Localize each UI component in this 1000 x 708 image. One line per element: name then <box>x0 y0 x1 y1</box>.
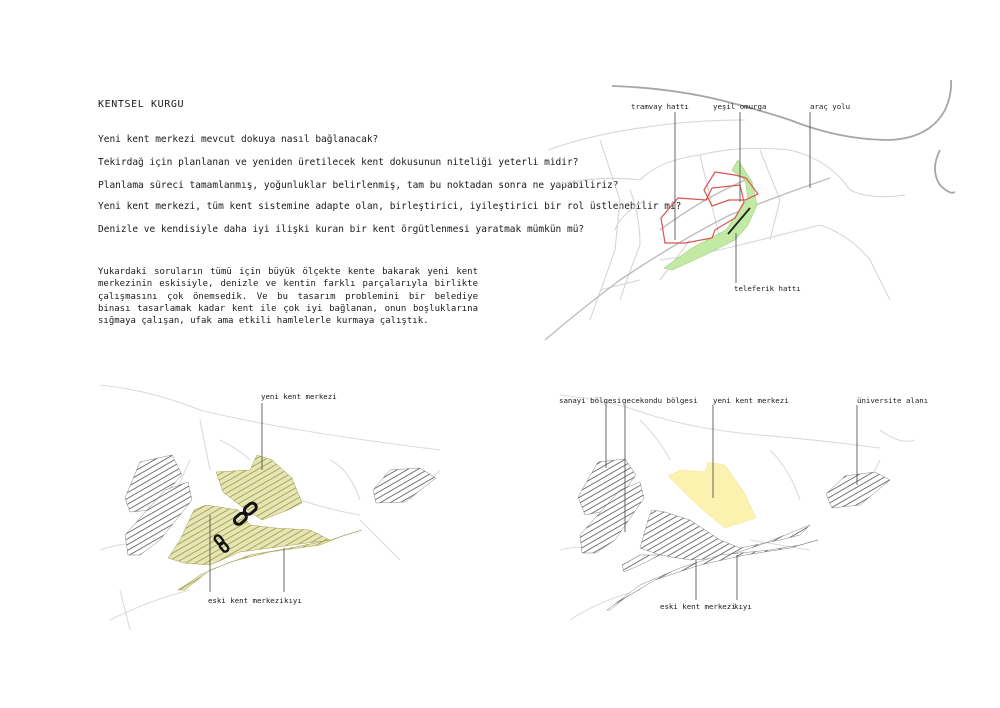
label-industry: sanayi bölgesi <box>559 396 622 405</box>
map-bottom-left <box>100 385 440 630</box>
question-1: Yeni kent merkezi mevcut dokuya nasıl bağlanacak? <box>98 134 379 145</box>
label-old-center: eski kent merkezi <box>208 596 284 605</box>
question-3: Planlama süreci tamamlanmış, yoğunluklar belirlenmiş, tam bu noktadan sonra ne yapabiliriz? <box>98 180 619 191</box>
label-new-center-right: yeni kent merkezi <box>713 396 789 405</box>
main-road <box>612 80 955 193</box>
label-tram: tramvay hattı <box>631 102 689 111</box>
label-university: üniversite alanı <box>857 396 929 405</box>
description-paragraph: Yukardaki soruların tümü için büyük ölçekte kente bakarak yeni kent merkezinin eskisiyle, denizle ve kentin farklı parçalarıyla birlikte çalışmasını çok önemsedik. Ve bu tasarım problemini bir belediye binası tasarlamak kadar kent ile çok iyi bağlanan, onun boşluklarına sığmaya çalışan, ufak ama etkili hamlelerle kurmaya çalıştık. <box>98 267 478 327</box>
olive-hatched-zones <box>168 455 362 590</box>
question-4: Yeni kent merkezi, tüm kent sistemine adapte olan, birleştirici, iyileştirici bir rol üstlenebilir mi? <box>98 201 682 212</box>
label-new-center: yeni kent merkezi <box>261 392 337 401</box>
label-gecekondu: gecekondu bölgesi <box>622 396 698 405</box>
label-cable-car: teleferik hattı <box>734 284 801 293</box>
question-2: Tekirdağ için planlanan ve yeniden üretilecek kent dokusunun niteliği yeterli midir? <box>98 157 579 168</box>
map-bottom-right <box>559 395 928 620</box>
street-network <box>548 120 905 320</box>
map-top <box>545 80 955 340</box>
label-coast: kıyı <box>284 596 302 605</box>
page-title: KENTSEL KURGU <box>98 99 185 110</box>
label-old-center-right: eski kent merkezi <box>660 602 736 611</box>
question-5: Denizle ve kendisiyle daha iyi ilişki kuran bir kent örgütlenmesi yaratmak mümkün mü? <box>98 224 585 235</box>
label-coast-right: kıyı <box>734 602 752 611</box>
label-road: araç yolu <box>810 102 851 111</box>
label-green-spine: yeşil omurga <box>713 102 767 111</box>
